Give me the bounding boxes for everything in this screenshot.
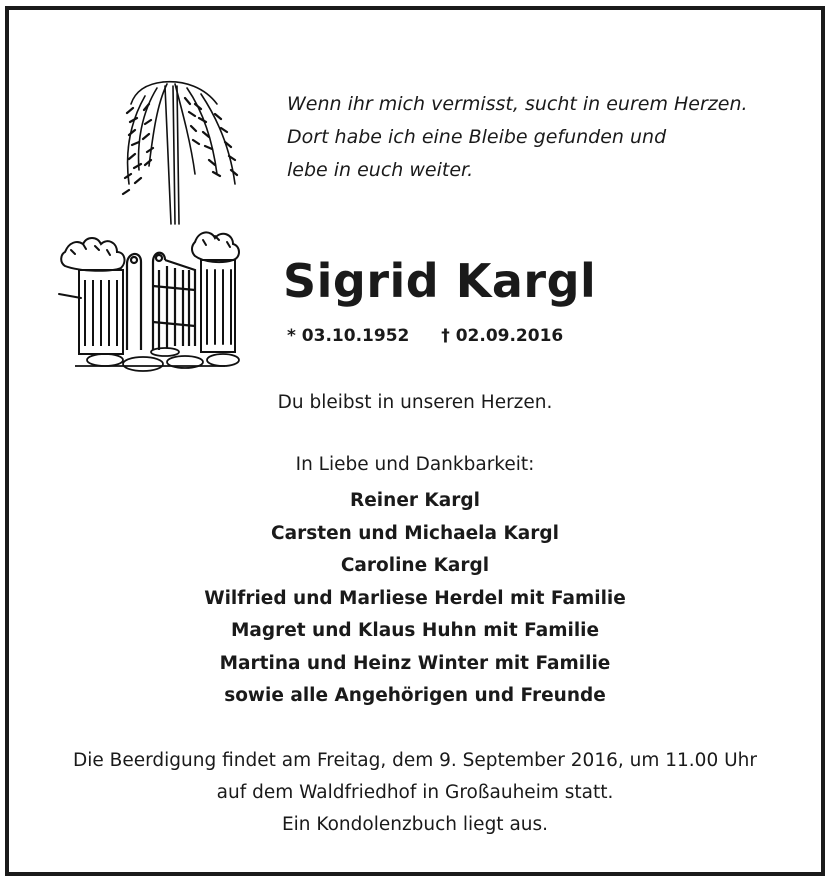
mourner-name: Carsten und Michaela Kargl <box>271 522 559 544</box>
poem-line: Dort habe ich eine Bleibe gefunden und <box>287 126 667 148</box>
funeral-line: auf dem Waldfriedhof in Großauheim statt. <box>216 782 614 803</box>
mourners-list <box>9 485 821 713</box>
motto: Du bleibst in unseren Herzen. <box>277 392 553 413</box>
funeral-line: Die Beerdigung findet am Freitag, dem 9. September 2016, um 11.00 Uhr <box>73 750 757 771</box>
birth-date: * 03.10.1952 <box>287 326 410 346</box>
life-dates <box>287 326 563 346</box>
death-date: † 02.09.2016 <box>441 326 564 346</box>
mourner-name: Martina und Heinz Winter mit Familie <box>219 652 611 674</box>
funeral-notice <box>9 745 821 841</box>
poem-line: Wenn ihr mich vermisst, sucht in eurem Herzen. <box>287 93 748 115</box>
poem <box>287 88 807 187</box>
mourner-name: Caroline Kargl <box>340 555 490 576</box>
poem-line: lebe in euch weiter. <box>287 159 474 181</box>
mourner-name: sowie alle Angehörigen und Freunde <box>224 685 606 706</box>
mourner-name: Reiner Kargl <box>350 490 480 511</box>
funeral-line: Ein Kondolenzbuch liegt aus. <box>281 814 549 835</box>
mourner-name: Magret und Klaus Huhn mit Familie <box>230 620 600 641</box>
garden-gate-willow-illustration <box>45 74 245 374</box>
obituary-frame <box>5 6 825 876</box>
mourners-intro: In Liebe und Dankbarkeit: <box>295 454 535 475</box>
deceased-name: Sigrid Kargl <box>283 254 597 308</box>
mourner-name: Wilfried und Marliese Herdel mit Familie <box>204 587 626 609</box>
